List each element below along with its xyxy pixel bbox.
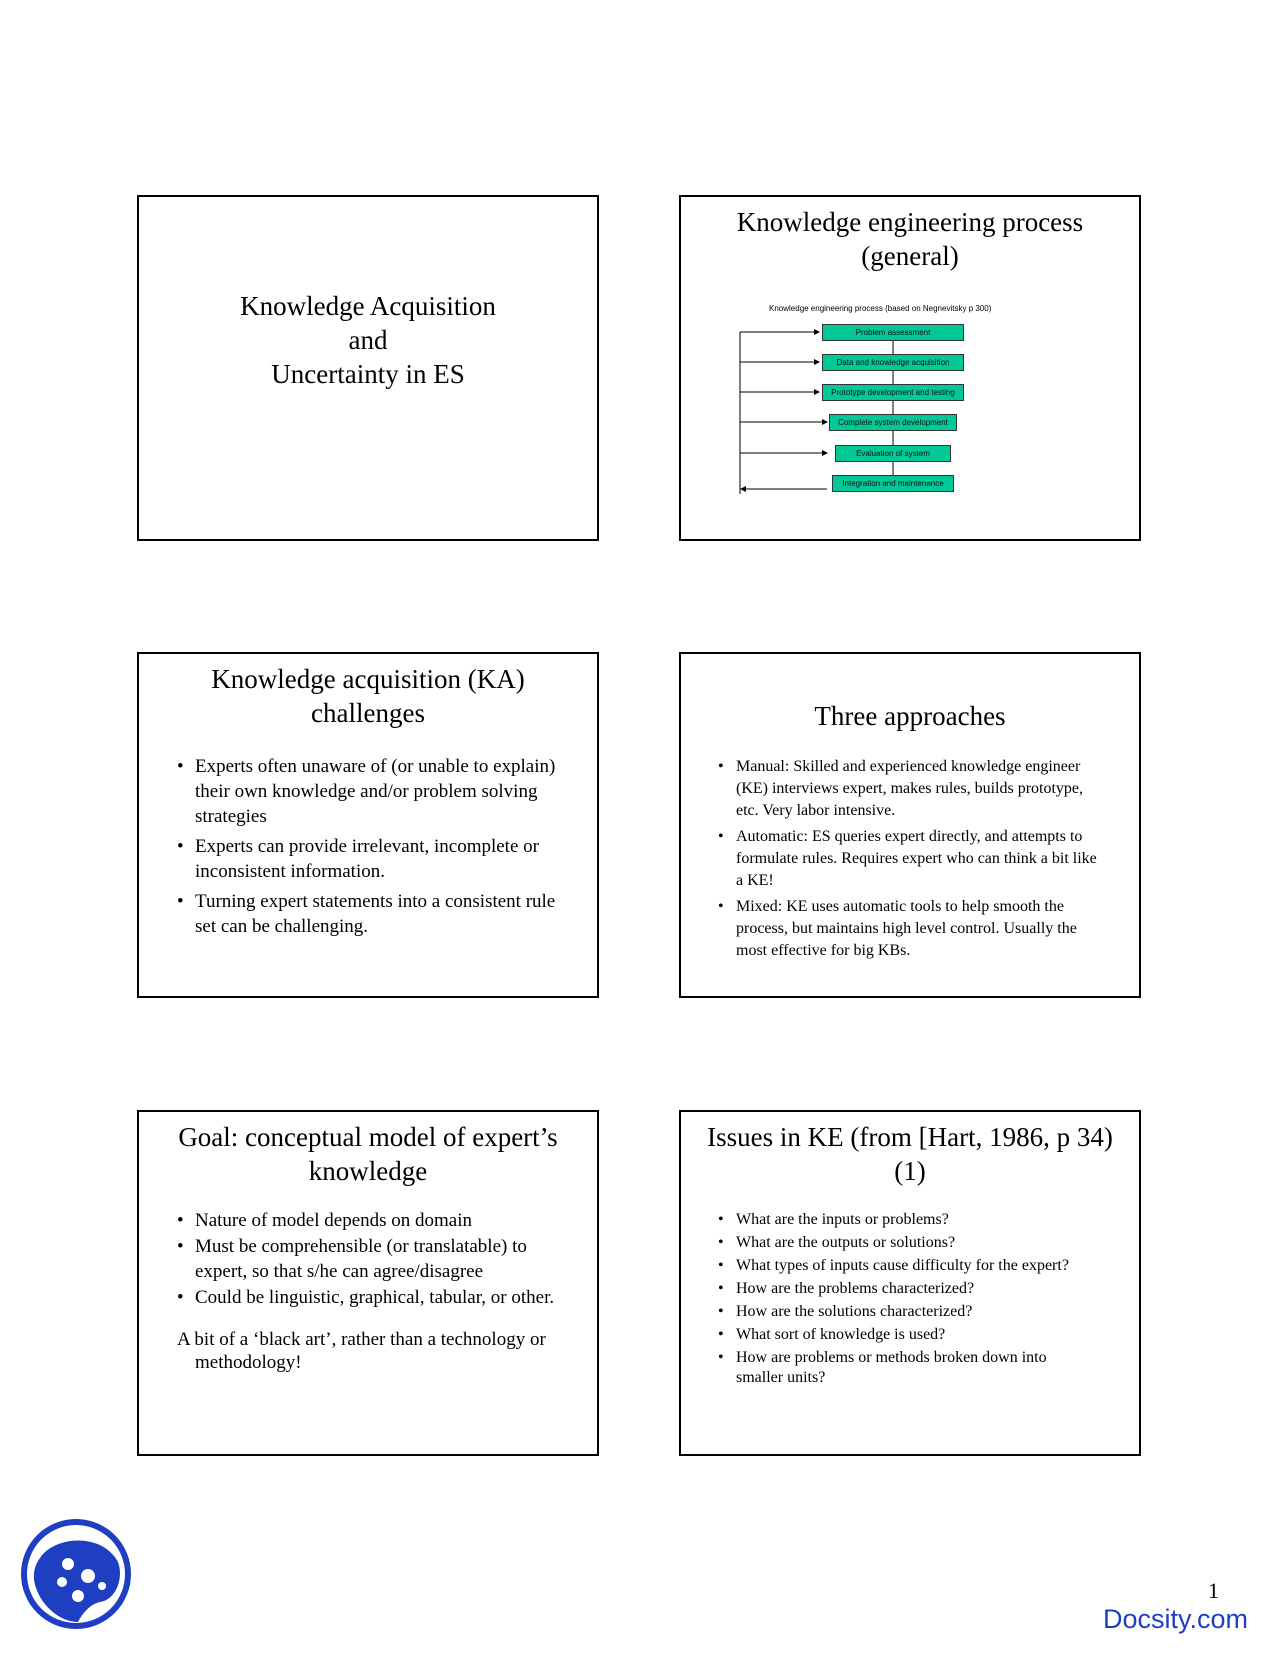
black-art-note: A bit of a ‘black art’, rather than a technology or methodology! [177,1329,546,1373]
title-line: (1) [894,1156,926,1186]
title-line: Knowledge engineering process [736,207,1084,237]
step-integration-maintenance: Integration and maintenance [832,475,954,492]
list-item: • How are problems or methods broken down into smaller units? [736,1348,1094,1388]
title-line: challenges [311,698,425,728]
title-line: knowledge [308,1156,428,1186]
list-item: • Nature of model depends on domain [195,1208,567,1233]
step-evaluation: Evaluation of system [835,445,951,462]
slide-ke-process [679,195,1141,541]
slide-conceptual-model [137,1110,599,1456]
list-item: • How are the solutions characterized? [736,1302,1094,1322]
list-item: • What types of inputs cause difficulty for the expert? [736,1256,1094,1276]
step-prototype-development: Prototype development and testing [822,384,964,401]
list-item: • Manual: Skilled and experienced knowledge engineer (KE) interviews expert, makes rules, builds prototype, etc. Very labor intensive. [736,756,1099,822]
list-item: • Experts can provide irrelevant, incomplete or inconsistent information. [195,834,567,884]
step-complete-system-development: Complete system development [829,414,957,431]
step-problem-assessment: Problem assessment [822,324,964,341]
model-list [195,1208,567,1310]
list-item: • Automatic: ES queries expert directly, and attempts to formulate rules. Requires expert who can think a bit like a KE! [736,826,1099,892]
slide-4-title: Three approaches [814,701,1006,731]
issues-list [736,1210,1094,1388]
title-line: Uncertainty in ES [271,359,465,389]
slide-three-approaches [679,652,1141,998]
step-data-knowledge-acquisition: Data and knowledge acquisition [822,354,964,371]
list-item: • Must be comprehensible (or translatable) to expert, so that s/he can agree/disagree [195,1234,567,1284]
slide-3-title [139,654,597,730]
title-line: Knowledge Acquisition [240,291,496,321]
slide-6-title [681,1112,1139,1188]
slide-issues-in-ke [679,1110,1141,1456]
challenges-list [195,754,567,939]
title-line: Knowledge acquisition (KA) [211,664,525,694]
ke-process-diagram [681,197,1143,543]
list-item: • Experts often unaware of (or unable to explain) their own knowledge and/or problem solving strategies [195,754,567,829]
docsity-brand-link[interactable]: Docsity.com [1103,1604,1249,1634]
slide-1-title [139,289,597,391]
list-item: • Turning expert statements into a consistent rule set can be challenging. [195,889,567,939]
page-number: 1 [1208,1578,1219,1603]
list-item: • What are the inputs or problems? [736,1210,1094,1230]
slide-title [137,195,599,541]
approaches-list [736,756,1099,962]
title-line: Issues in KE (from [Hart, 1986, p 34) [707,1122,1113,1152]
slide-5-title [139,1112,597,1188]
diagram-caption: Knowledge engineering process (based on Negnevitsky p 300) [769,304,992,313]
title-line: Goal: conceptual model of expert’s [178,1122,558,1152]
list-item: • What sort of knowledge is used? [736,1325,1094,1345]
docsity-logo-icon[interactable] [20,1518,132,1630]
list-item: • What are the outputs or solutions? [736,1233,1094,1253]
list-item: • Could be linguistic, graphical, tabular, or other. [195,1285,567,1310]
title-line: (general) [861,241,959,271]
title-line: and [348,325,388,355]
list-item: • Mixed: KE uses automatic tools to help smooth the process, but maintains high level control. Usually the most effective for big KBs. [736,896,1099,962]
list-item: • How are the problems characterized? [736,1279,1094,1299]
slide-ka-challenges [137,652,599,998]
